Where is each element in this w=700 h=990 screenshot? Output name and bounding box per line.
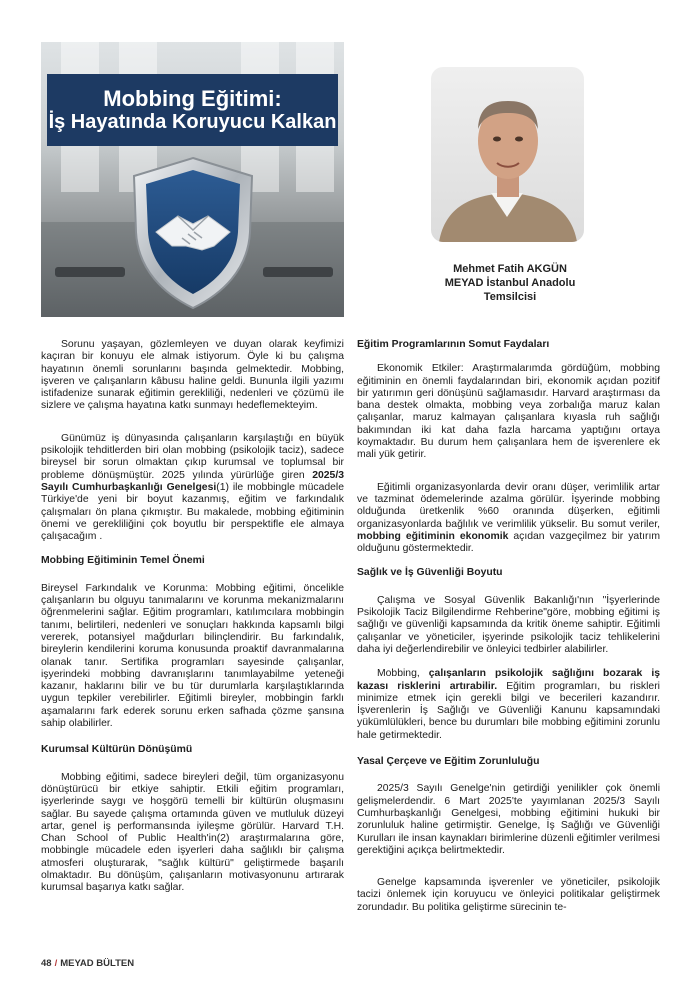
paragraph: Mobbing, çalışanların psikolojik sağlığını bozarak iş kazası risklerini artırabilir. Eğitim programları, bu riskleri minimize etmek için gerekli bilgi ve becerileri kazandırır. İşverenlerin İş Sağlığı ve Güvenliği Kanunu kapsamındaki yükümlülükleri, bence bu durumları bile mobbing eğitimini zorunlu hale getirmektedir. (357, 668, 660, 741)
paragraph: Çalışma ve Sosyal Güvenlik Bakanlığı'nın "İşyerlerinde Psikolojik Taciz Bilgilendirme Rehberine"göre, mobbing eğitimi iş sağlığı ve güvenliği kapsamında da kritik öneme sahiptir. Eğitimli çalışanlar ve yöneticiler, işyerinde psikolojik taciz tehlikelerini daha iyi değerlendirebilir ve önleyici tedbirler alabilirler. (357, 594, 660, 655)
section-heading: Sağlık ve İş Güvenliği Boyutu (357, 567, 503, 579)
author-caption (425, 262, 595, 304)
publication-name: MEYAD BÜLTEN (60, 958, 135, 969)
author-photo (431, 67, 584, 242)
section-heading: Eğitim Programlarının Somut Faydaları (357, 339, 550, 350)
page-footer (41, 958, 134, 969)
paragraph: Eğitimli organizasyonlarda devir oranı düşer, verimlilik artar ve tazminat ödemelerinde azalma görülür. İşyerinde mobbing olduğunda üretkenlik %60 oranında düşerken, eğitimli organizasyonlarda bağlılık ve verimlilik yükselir. Bu somut veriler, mobbing eğitiminin ekonomik açıdan vazgeçilmez bir yatırım olduğunu göstermektedir. (357, 481, 660, 555)
section-heading: Kurumsal Kültürün Dönüşümü (41, 744, 193, 756)
left-column (41, 339, 344, 907)
paragraph: Genelge kapsamında işverenler ve yöneticiler, psikolojik tacizi önlemek için koruyucu ve önleyici politikalar geliştirmek zorundadır. Bu politika geliştirme sürecinin te- (357, 877, 660, 913)
paragraph: Günümüz iş dünyasında çalışanların karşılaştığı en büyük psikolojik tehditlerden biri olan mobbing (psikolojik taciz), sadece bireysel bir sorun olmaktan çıkıp kurumsal ve toplumsal bir probleme dönüşmüştür. 2025 yılında yürürlüğe giren 2025/3 Sayılı Cumhurbaşkanlığı Genelgesi(1) ile mobbingle mücadele Türkiye'de yeni bir boyut kazanmış, eğitim ve farkındalık çalışmaları ön plana çıkmıştır. Bu makalede, mobbing eğitiminin önemi ve gerekliliğini çok boyutlu bir perspektifle ele almaya çalışacağım . (41, 432, 344, 543)
hero-title-line1: Mobbing Eğitimi: (103, 85, 282, 111)
author-organization: MEYAD İstanbul Anadolu (444, 277, 576, 289)
paragraph: Sorunu yaşayan, gözlemleyen ve duyan olarak keyfimizi kaçıran bir konuyu ele almak istiyorum. Öyle ki bu çalışma hayatının önemli sorunlarını başında gelmektedir. Mobbing, işveren ve çalışanların kâbusu haline geldi. Bununla ilgili yazımı istifadenize sunarak eğitimin gerekliliği, nedenleri ve çözümü ile sizlere ve çalışma hayatına katkı sunmayı hedeflemekteyim. (41, 339, 344, 412)
paragraph: Mobbing eğitimi, sadece bireyleri değil, tüm organizasyonu dönüştürücü bir etkiye sahiptir. Etkili eğitim programları, işyerlerinde saygı ve hoşgörü temelli bir kültürün oluşmasını sağlar. Bu sayede çalışma ortamında güven ve mutluluk düzeyi artar, genel iş performansında iyileşme görülür. Harvard T.H. Chan School of Public Health'in(2) araştırmalarına göre, mobbingle mücadele eden işyerleri daha sağlıklı bir çalışma atmosferi oluşturarak, "sağlık kültürü" geliştirmede başarılı olmaktadır. Bu dönüşüm, çalışanların motivasyonunu artırarak kurumsal başarıya katkı sağlar. (41, 771, 344, 894)
handshake-shield-icon (126, 154, 260, 312)
paragraph: Bireysel Farkındalık ve Korunma: Mobbing eğitimi, öncelikle çalışanların bu olguyu tanımalarını ve korunma mekanizmalarını öğrenmelerini sağlar. Eğitim programları, katılımcılara mobbingin tanımı, belirtileri, nedenleri ve sonuçları hakkında kapsamlı bilgi vererek, potansiyel mağdurları bilinçlendirir. Bu farkındalık, bireylerin kendilerini koruma konusunda proaktif davranmalarına olanak tanır. Sertifika programları sayesinde çalışanlar, işyerindeki mobbing davranışlarını tanımlayabilme yeteneği kazanır, haklarını bilir ve bu tür durumlarla karşılaştıklarında uygun tepkiler verebilirler. Eğitimli bireyler, mobbingin farklı aşamalarını fark ederek sorunu erken safhada çözme şansına sahip olabilirler. (41, 582, 344, 730)
paragraph: Ekonomik Etkiler: Araştırmalarımda gördüğüm, mobbing eğitiminin en önemli faydalarından biri, ekonomik açıdan pozitif bir yatırımın geri dönüşünü sağlamasıdır. Harvard araştırması da bana destek olmakta, mobbing veya zorbalığa maruz kalan çalışanlar, maruz kalmayan çalışanlara kıyasla ruh sağlığı bakımından iki kat daha fazla harcama yaptığını ortaya koymaktadır. Bu durum hem çalışanlara hem de işverenlere ek mali yük getirir. (357, 363, 660, 461)
page-number: 48 (41, 958, 52, 969)
paragraph: 2025/3 Sayılı Genelge'nin getirdiği yenilikler çok önemli gelişmelerdendir. 6 Mart 2025'te yayımlanan 2025/3 Sayılı Cumhurbaşkanlığı Genelgesi, mobbing eğitimini hukuki bir zorunluluk haline getirmiştir. Genelge, İş Sağlığı ve Güvenliği Kurulları ile insan kaynakları birimlerine düzenli eğitimler verilmesi gerektiğini açıkça belirtmektedir. (357, 783, 660, 856)
right-column (357, 339, 660, 926)
hero-title-band (47, 74, 338, 146)
hero-title-line2: İş Hayatında Koruyucu Kalkan (48, 111, 337, 134)
footer-separator: / (54, 958, 58, 969)
author-name: Mehmet Fatih AKGÜN (453, 263, 567, 275)
author-role: Temsilcisi (483, 291, 537, 303)
section-heading: Yasal Çerçeve ve Eğitim Zorunluluğu (357, 756, 540, 768)
article-hero-image (41, 42, 344, 317)
section-heading: Mobbing Eğitiminin Temel Önemi (41, 555, 205, 567)
portrait-photo (431, 67, 584, 242)
